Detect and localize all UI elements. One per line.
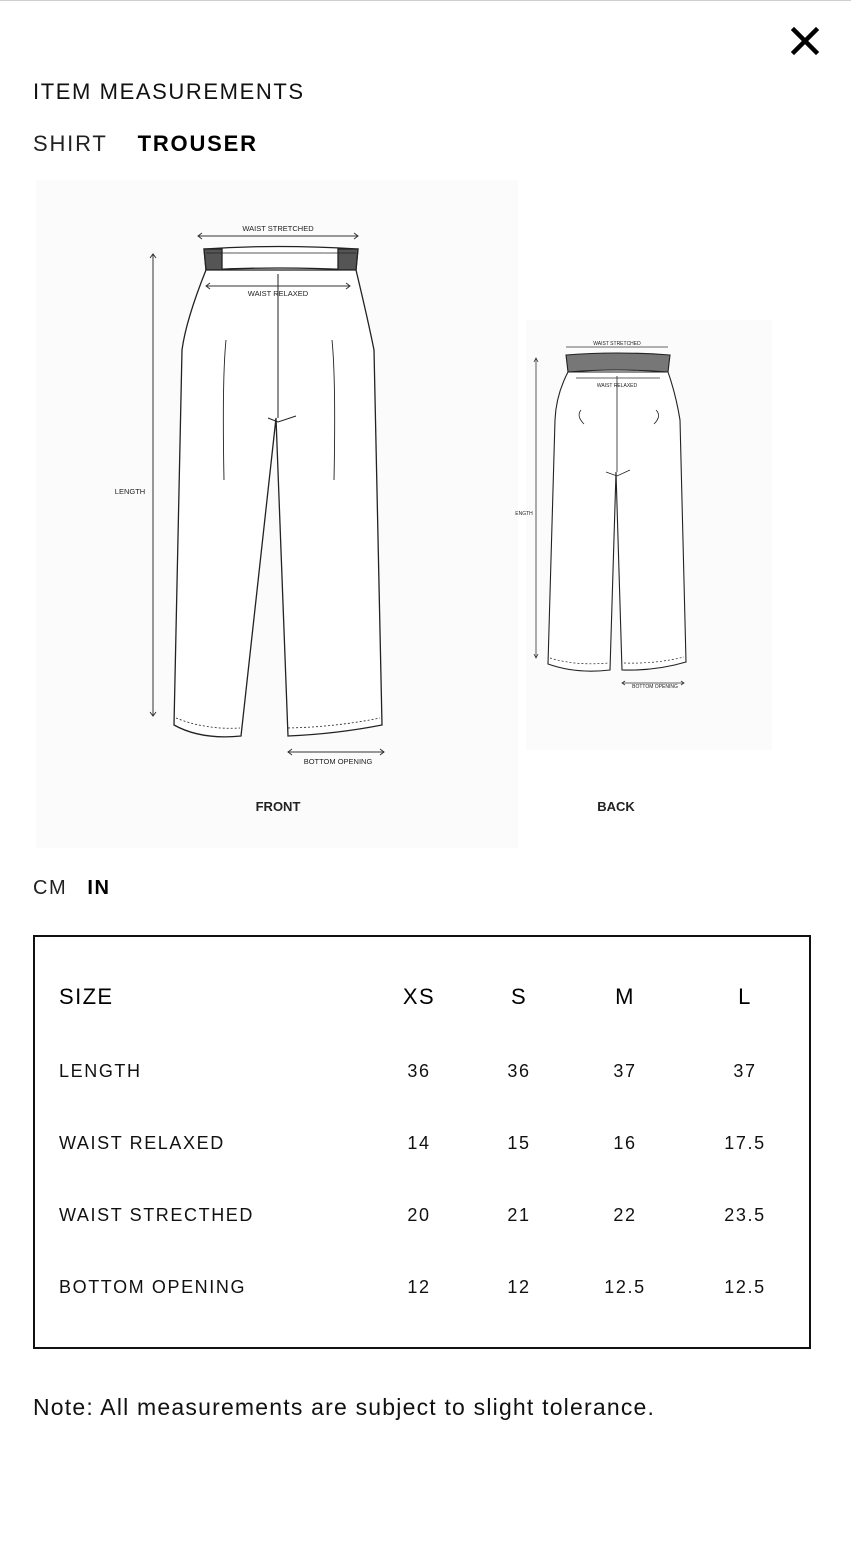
- tolerance-note: Note: All measurements are subject to slight tolerance.: [33, 1394, 656, 1420]
- tab-trouser[interactable]: TROUSER: [137, 131, 258, 156]
- cell-value: 37: [733, 1061, 757, 1081]
- header-l: L: [738, 984, 752, 1009]
- front-caption: FRONT: [255, 799, 301, 814]
- table-header-row: [35, 984, 809, 1014]
- row-label: WAIST STRECTHED: [59, 1205, 255, 1225]
- size-table: [33, 935, 811, 1349]
- front-bottom-opening-label: BOTTOM OPENING: [303, 757, 373, 766]
- top-divider: [0, 0, 851, 1]
- header-xs: XS: [402, 984, 436, 1009]
- cell-value: 21: [507, 1205, 531, 1225]
- cell-value: 36: [407, 1061, 431, 1081]
- table-row: [35, 1277, 809, 1307]
- header-m: M: [615, 984, 635, 1009]
- back-waist-stretched-label: WAIST STRETCHED: [593, 341, 641, 347]
- page-title: ITEM MEASUREMENTS: [33, 79, 305, 104]
- close-button[interactable]: [786, 22, 824, 60]
- header-size: SIZE: [59, 984, 114, 1009]
- row-label: LENGTH: [59, 1061, 142, 1081]
- cell-value: 36: [507, 1061, 531, 1081]
- unit-toggle: [33, 877, 111, 900]
- header-s: S: [510, 984, 528, 1009]
- table-row: [35, 1133, 809, 1163]
- cell-value: 20: [407, 1205, 431, 1225]
- cell-value: 12: [507, 1277, 531, 1297]
- unit-in[interactable]: IN: [87, 877, 111, 899]
- front-length-label: LENGTH: [114, 487, 146, 496]
- front-waist-relaxed-label: WAIST RELAXED: [247, 289, 309, 298]
- table-row: [35, 1205, 809, 1235]
- cell-value: 12.5: [604, 1277, 646, 1297]
- cell-value: 15: [507, 1133, 531, 1153]
- cell-value: 23.5: [724, 1205, 766, 1225]
- back-caption: BACK: [597, 799, 635, 814]
- close-icon: [786, 22, 824, 60]
- cell-value: 37: [613, 1061, 637, 1081]
- unit-cm[interactable]: CM: [33, 877, 68, 899]
- cell-value: 14: [407, 1133, 431, 1153]
- garment-tabs: [33, 131, 258, 157]
- cell-value: 12: [407, 1277, 431, 1297]
- table-row: [35, 1061, 809, 1091]
- tab-shirt[interactable]: SHIRT: [33, 131, 108, 156]
- cell-value: 22: [613, 1205, 637, 1225]
- back-waist-relaxed-label: WAIST RELAXED: [596, 383, 638, 389]
- row-label: WAIST RELAXED: [59, 1133, 225, 1153]
- row-label: BOTTOM OPENING: [59, 1277, 247, 1297]
- front-waist-stretched-label: WAIST STRETCHED: [242, 224, 314, 233]
- cell-value: 17.5: [724, 1133, 766, 1153]
- trouser-measurement-illustration: [36, 180, 816, 848]
- cell-value: 12.5: [724, 1277, 766, 1297]
- back-length-label: ENGTH: [515, 511, 533, 517]
- back-bottom-opening-label: BOTTOM OPENING: [632, 684, 678, 690]
- cell-value: 16: [613, 1133, 637, 1153]
